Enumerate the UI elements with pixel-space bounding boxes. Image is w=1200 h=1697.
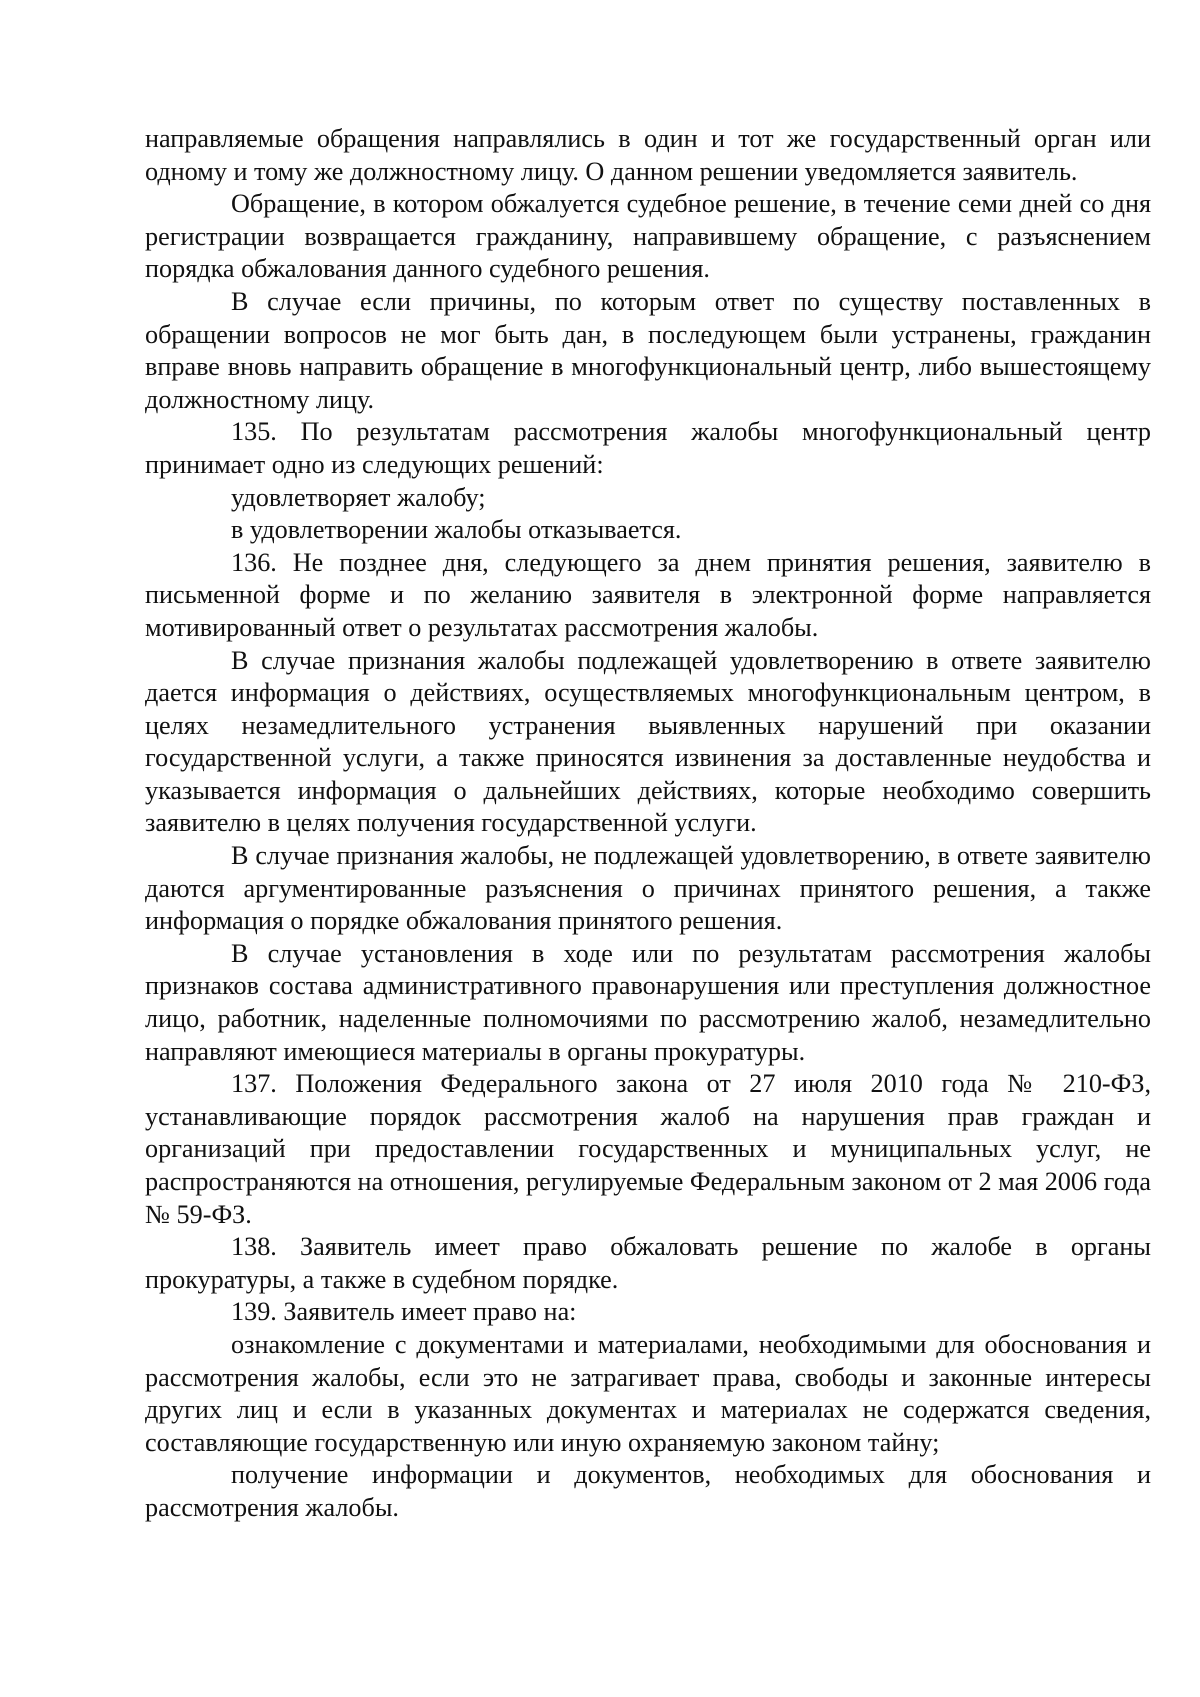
paragraph-decision-refuse: в удовлетворении жалобы отказывается. — [231, 515, 682, 545]
paragraph-138: 138. Заявитель имеет право обжаловать решение по жалобе в органы прокуратуры, а также в судебном порядке. — [145, 1232, 1151, 1294]
paragraph-continuation: направляемые обращения направлялись в один и тот же государственный орган или одному и тому же должностному лицу. О данном решении уведомляется заявитель. — [145, 124, 1151, 186]
paragraph-offense-detected: В случае установления в ходе или по результатам рассмотрения жалобы признаков состава административного правонарушения или преступления должностное лицо, работник, наделенные полномочиями по рассмотрению жалоб, незамедлительно направляют имеющиеся материалы в органы прокуратуры. — [145, 938, 1151, 1066]
document-page — [145, 123, 1151, 1525]
paragraph-court-decision-appeal: Обращение, в котором обжалуется судебное решение, в течение семи дней со дня регистрации возвращается гражданину, направившему обращение, с разъяснением порядка обжалования данного судебного решения. — [145, 189, 1151, 284]
paragraph-136: 136. Не позднее дня, следующего за днем принятия решения, заявителю в письменной форме и по желанию заявителя в электронной форме направляется мотивированный ответ о результатах рассмотрения жалобы. — [145, 547, 1151, 642]
paragraph-reasons-eliminated: В случае если причины, по которым ответ по существу поставленных в обращении вопросов не мог быть дан, в последующем были устранены, гражданин вправе вновь направить обращение в многофункциональный центр, либо вышестоящему должностному лицу. — [145, 286, 1151, 414]
paragraph-right-information: получение информации и документов, необходимых для обоснования и рассмотрения жалобы. — [145, 1460, 1151, 1522]
paragraph-right-familiarization: ознакомление с документами и материалами, необходимыми для обоснования и рассмотрения жалобы, если это не затрагивает права, свободы и законные интересы других лиц и если в указанных документах и материалах не содержатся сведения, составляющие государственную или иную охраняемую законом тайну; — [145, 1329, 1151, 1457]
paragraph-decision-satisfy: удовлетворяет жалобу; — [231, 482, 486, 512]
paragraph-135: 135. По результатам рассмотрения жалобы многофункциональный центр принимает одно из следующих решений: — [145, 417, 1151, 479]
paragraph-139: 139. Заявитель имеет право на: — [231, 1297, 577, 1327]
paragraph-137: 137. Положения Федерального закона от 27 июля 2010 года № 210-ФЗ, устанавливающие порядок рассмотрения жалоб на нарушения прав граждан и организаций при предоставлении государственных и муниципальных услуг, не распространяются на отношения, регулируемые Федеральным законом от 2 мая 2006 года № 59-ФЗ. — [145, 1069, 1152, 1229]
paragraph-complaint-satisfied: В случае признания жалобы подлежащей удовлетворению в ответе заявителю дается информация о действиях, осуществляемых многофункциональным центром, в целях незамедлительного устранения выявленных нарушений при оказании государственной услуги, а также приносятся извинения за доставленные неудобства и указывается информация о дальнейших действиях, которые необходимо совершить заявителю в целях получения государственной услуги. — [145, 645, 1151, 838]
paragraph-complaint-not-satisfied: В случае признания жалобы, не подлежащей удовлетворению, в ответе заявителю даются аргументированные разъяснения о причинах принятого решения, а также информация о порядке обжалования принятого решения. — [145, 841, 1151, 936]
